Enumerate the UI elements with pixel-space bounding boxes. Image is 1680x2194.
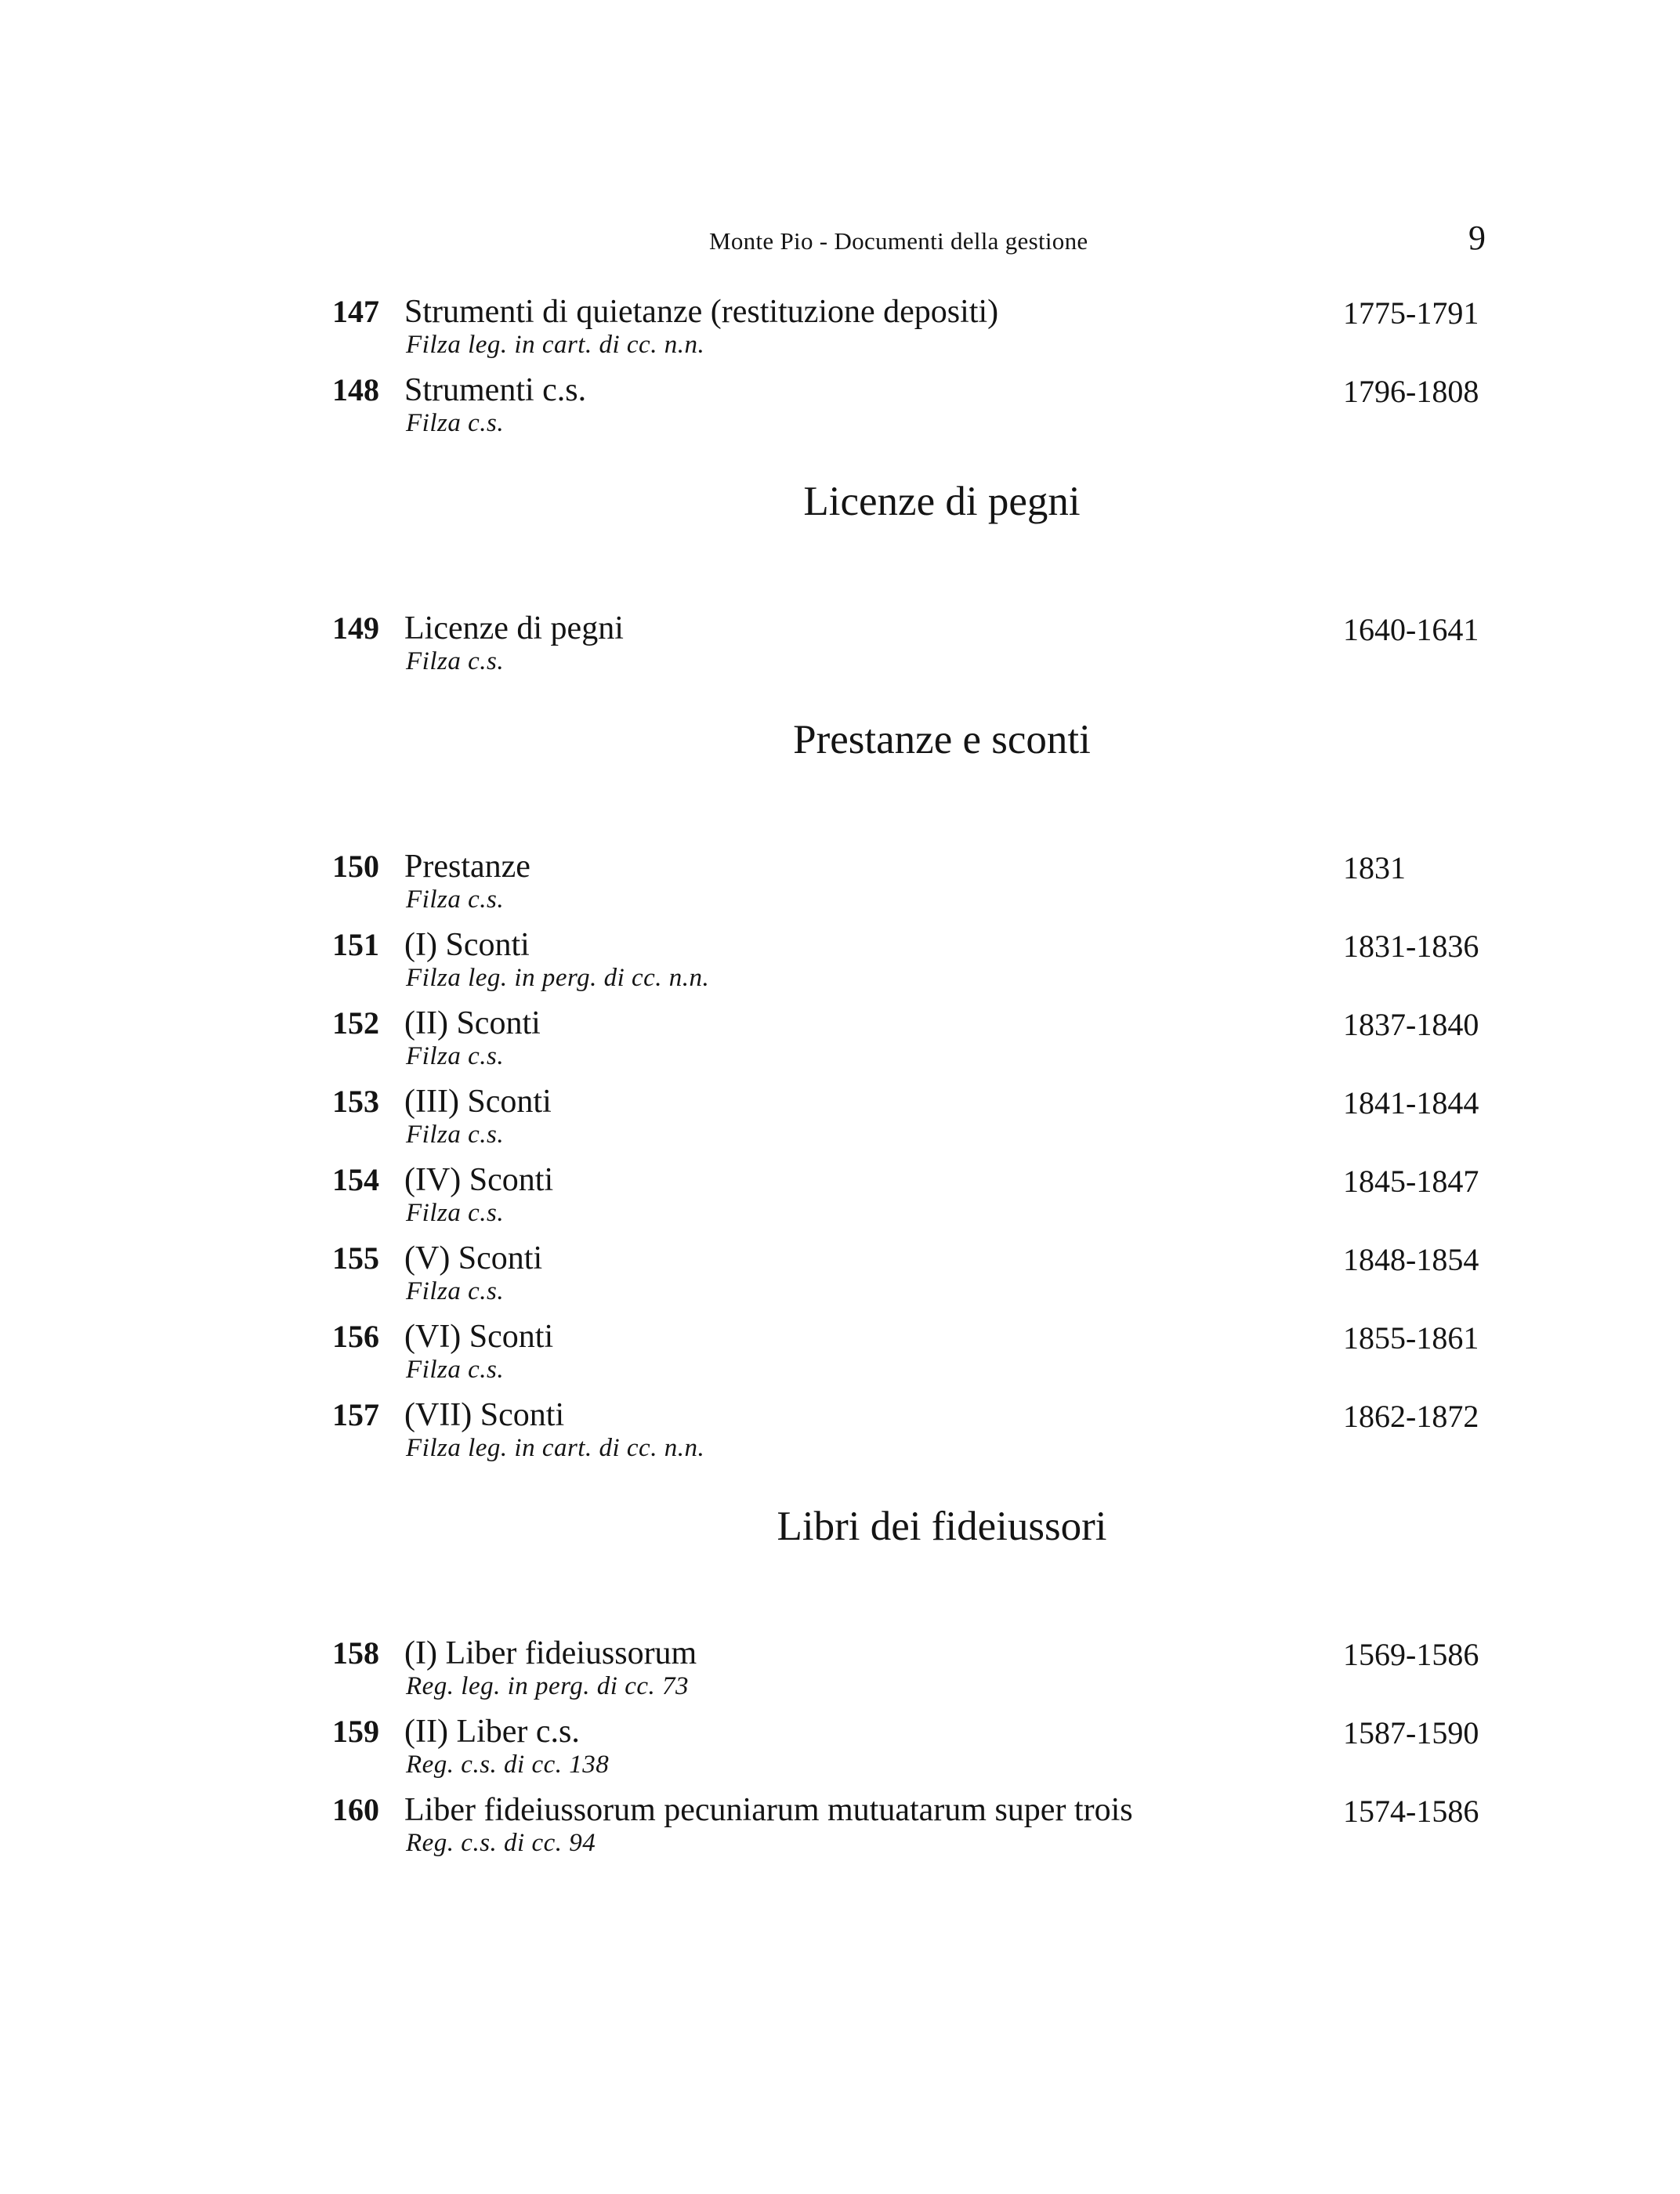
entry-title: (II) Liber c.s.	[404, 1714, 580, 1750]
entry-description: Filza c.s.	[406, 1199, 505, 1227]
entry-150	[332, 846, 1489, 925]
entry-number: 158	[332, 1635, 379, 1671]
entry-152	[332, 1003, 1489, 1081]
entry-date: 1796-1808	[1343, 374, 1479, 409]
entry-158	[332, 1633, 1489, 1711]
entry-title: (VI) Sconti	[404, 1319, 554, 1355]
entry-number: 148	[332, 372, 379, 407]
entry-date: 1574-1586	[1343, 1794, 1479, 1829]
entry-title: Strumenti di quietanze (restituzione depositi)	[404, 294, 999, 330]
entry-title: Prestanze	[404, 849, 530, 885]
entry-154	[332, 1160, 1489, 1238]
entry-number: 157	[332, 1397, 379, 1432]
section-heading: Prestanze e sconti	[793, 717, 1091, 762]
entry-number: 153	[332, 1084, 379, 1119]
entry-title: (II) Sconti	[404, 1005, 541, 1041]
entry-title: (V) Sconti	[404, 1240, 543, 1276]
entry-title: Licenze di pegni	[404, 610, 624, 646]
section-heading: Licenze di pegni	[803, 479, 1081, 524]
entry-number: 155	[332, 1240, 379, 1276]
entry-description: Filza leg. in perg. di cc. n.n.	[406, 964, 710, 992]
entry-description: Filza c.s.	[406, 1277, 505, 1305]
entry-title: Strumenti c.s.	[404, 372, 587, 408]
entry-number: 159	[332, 1714, 379, 1749]
page-number: 9	[1468, 219, 1486, 257]
entry-number: 150	[332, 849, 379, 884]
entry-title: (IV) Sconti	[404, 1162, 554, 1198]
entry-description: Filza leg. in cart. di cc. n.n.	[406, 1434, 705, 1462]
running-title: Monte Pio - Documenti della gestione	[709, 227, 1088, 255]
entry-date: 1831-1836	[1343, 929, 1479, 964]
entry-157	[332, 1395, 1489, 1473]
section-continuation	[332, 291, 1489, 448]
entry-title: (I) Liber fideiussorum	[404, 1635, 697, 1671]
entry-date: 1855-1861	[1343, 1320, 1479, 1356]
entry-156	[332, 1316, 1489, 1395]
entry-number: 151	[332, 927, 379, 962]
entry-date: 1848-1854	[1343, 1242, 1479, 1277]
entry-description: Filza c.s.	[406, 409, 505, 437]
entry-date: 1640-1641	[1343, 612, 1479, 647]
entry-description: Filza leg. in cart. di cc. n.n.	[406, 331, 705, 359]
section-prestanze-e-sconti	[332, 715, 1489, 1473]
entry-147	[332, 291, 1489, 370]
entry-title: (VII) Sconti	[404, 1397, 565, 1433]
entry-description: Filza c.s.	[406, 1042, 505, 1070]
entry-date: 1831	[1343, 850, 1406, 885]
entry-date: 1569-1586	[1343, 1637, 1479, 1672]
entry-number: 152	[332, 1005, 379, 1041]
entry-number: 154	[332, 1162, 379, 1197]
entry-date: 1587-1590	[1343, 1715, 1479, 1750]
entry-date: 1775-1791	[1343, 295, 1479, 331]
entry-title: Liber fideiussorum pecuniarum mutuatarum super trois	[404, 1792, 1133, 1828]
running-header	[0, 219, 1680, 270]
inventory-content	[332, 291, 1489, 1868]
entry-date: 1845-1847	[1343, 1164, 1479, 1199]
entry-description: Filza c.s.	[406, 1121, 505, 1149]
entry-number: 156	[332, 1319, 379, 1354]
entry-title: (III) Sconti	[404, 1084, 552, 1120]
entry-description: Reg. c.s. di cc. 138	[406, 1750, 610, 1779]
entry-description: Filza c.s.	[406, 1356, 505, 1384]
entry-description: Filza c.s.	[406, 647, 505, 675]
entry-title: (I) Sconti	[404, 927, 530, 963]
entry-160	[332, 1790, 1489, 1868]
entry-date: 1841-1844	[1343, 1085, 1479, 1121]
entry-number: 149	[332, 610, 379, 646]
entry-description: Filza c.s.	[406, 885, 505, 914]
entry-description: Reg. leg. in perg. di cc. 73	[406, 1672, 690, 1700]
entry-151	[332, 925, 1489, 1003]
entry-149	[332, 608, 1489, 686]
section-heading: Libri dei fideiussori	[777, 1504, 1107, 1549]
entry-148	[332, 370, 1489, 448]
entry-date: 1862-1872	[1343, 1399, 1479, 1434]
entry-153	[332, 1081, 1489, 1160]
entry-number: 147	[332, 294, 379, 329]
entry-155	[332, 1238, 1489, 1316]
entry-date: 1837-1840	[1343, 1007, 1479, 1042]
entry-number: 160	[332, 1792, 379, 1827]
entry-159	[332, 1711, 1489, 1790]
section-libri-dei-fideiussori	[332, 1501, 1489, 1868]
entry-description: Reg. c.s. di cc. 94	[406, 1829, 596, 1857]
section-licenze-di-pegni	[332, 476, 1489, 686]
